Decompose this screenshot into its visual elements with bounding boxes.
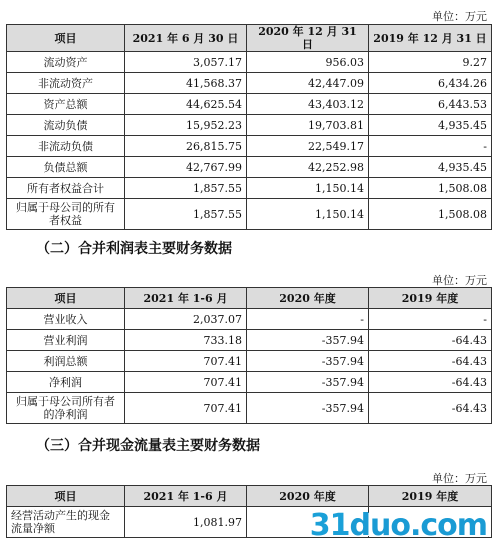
cell-value: 1,508.08 — [369, 199, 492, 230]
cell-value: 733.18 — [125, 330, 247, 351]
cell-value: 1,857.55 — [125, 178, 247, 199]
row-label: 净利润 — [7, 372, 125, 393]
col-header-2019: 2019 年度 — [369, 486, 492, 507]
cell-value: 3,057.17 — [125, 52, 247, 73]
row-label: 归属于母公司的所有者权益 — [7, 199, 125, 230]
col-header-2021-h1: 2021 年 1-6 月 — [125, 288, 247, 309]
table-row — [7, 136, 492, 157]
col-header-2021-06-30: 2021 年 6 月 30 日 — [125, 25, 247, 52]
watermark-logo — [310, 508, 487, 543]
cell-value: 42,252.98 — [247, 157, 369, 178]
row-label: 资产总额 — [7, 94, 125, 115]
section-title-income-statement: （二）合并利润表主要财务数据 — [36, 241, 232, 257]
row-label: 经营活动产生的现金流量净额 — [7, 507, 125, 538]
cell-value: -357.94 — [247, 330, 369, 351]
col-header-item: 项目 — [7, 25, 125, 52]
cell-value: 2,037.07 — [125, 309, 247, 330]
col-header-item: 项目 — [7, 288, 125, 309]
cell-value: 42,767.99 — [125, 157, 247, 178]
cell-value: 707.41 — [125, 351, 247, 372]
table-row — [7, 351, 492, 372]
cell-value: - — [247, 309, 369, 330]
col-header-2020: 2020 年度 — [247, 288, 369, 309]
table-header-row — [7, 486, 492, 507]
table-row — [7, 52, 492, 73]
cell-value: 6,443.53 — [369, 94, 492, 115]
cell-value: 22,549.17 — [247, 136, 369, 157]
table-row — [7, 372, 492, 393]
cell-value: 1,150.14 — [247, 178, 369, 199]
watermark-suffix: duo.com — [349, 508, 487, 543]
cell-value: -64.43 — [369, 393, 492, 424]
cell-value: -357.94 — [247, 393, 369, 424]
cell-value: 4,935.45 — [369, 157, 492, 178]
col-header-2019: 2019 年度 — [369, 288, 492, 309]
unit-label-3: 单位：万元 — [432, 472, 487, 485]
cell-value: 6,434.26 — [369, 73, 492, 94]
row-label: 流动资产 — [7, 52, 125, 73]
cell-value: 1,081.97 — [125, 507, 247, 538]
cell-value: - — [369, 136, 492, 157]
table-row — [7, 330, 492, 351]
cell-value: 43,403.12 — [247, 94, 369, 115]
row-label: 流动负债 — [7, 115, 125, 136]
row-label: 非流动负债 — [7, 136, 125, 157]
row-label: 利润总额 — [7, 351, 125, 372]
section-title-cash-flow: （三）合并现金流量表主要财务数据 — [36, 438, 260, 454]
cell-value: 42,447.09 — [247, 73, 369, 94]
watermark-prefix: 31 — [309, 508, 350, 543]
col-header-2019-12-31: 2019 年 12 月 31 日 — [369, 25, 492, 52]
row-label: 归属于母公司所有者的净利润 — [7, 393, 125, 424]
cell-value: 44,625.54 — [125, 94, 247, 115]
col-header-item: 项目 — [7, 486, 125, 507]
cell-value: -64.43 — [369, 330, 492, 351]
balance-sheet-table — [6, 24, 492, 230]
table-row — [7, 73, 492, 94]
row-label: 营业利润 — [7, 330, 125, 351]
table-row — [7, 157, 492, 178]
cell-value: 15,952.23 — [125, 115, 247, 136]
table-row — [7, 393, 492, 424]
cell-value: 956.03 — [247, 52, 369, 73]
cell-value: 1,508.08 — [369, 178, 492, 199]
cell-value: 19,703.81 — [247, 115, 369, 136]
col-header-2020-12-31: 2020 年 12 月 31 日 — [247, 25, 369, 52]
row-label: 所有者权益合计 — [7, 178, 125, 199]
cell-value: -64.43 — [369, 351, 492, 372]
unit-label-1: 单位：万元 — [432, 10, 487, 23]
cell-value: 1,150.14 — [247, 199, 369, 230]
cell-value: 26,815.75 — [125, 136, 247, 157]
table-header-row — [7, 25, 492, 52]
cell-value: - — [369, 309, 492, 330]
table-row — [7, 178, 492, 199]
unit-label-2: 单位：万元 — [432, 274, 487, 287]
cell-value: 707.41 — [125, 372, 247, 393]
cell-value: 41,568.37 — [125, 73, 247, 94]
row-label: 负债总额 — [7, 157, 125, 178]
income-statement-table — [6, 287, 492, 424]
row-label: 非流动资产 — [7, 73, 125, 94]
cell-value: 4,935.45 — [369, 115, 492, 136]
col-header-2021-h1: 2021 年 1-6 月 — [125, 486, 247, 507]
row-label: 营业收入 — [7, 309, 125, 330]
table-row — [7, 309, 492, 330]
cell-value: -64.43 — [369, 372, 492, 393]
table-header-row — [7, 288, 492, 309]
col-header-2020: 2020 年度 — [247, 486, 369, 507]
cell-value: 9.27 — [369, 52, 492, 73]
table-row — [7, 199, 492, 230]
table-row — [7, 115, 492, 136]
cell-value: 707.41 — [125, 393, 247, 424]
cell-value: -357.94 — [247, 351, 369, 372]
table-row — [7, 94, 492, 115]
cell-value: 1,857.55 — [125, 199, 247, 230]
cell-value: -357.94 — [247, 372, 369, 393]
